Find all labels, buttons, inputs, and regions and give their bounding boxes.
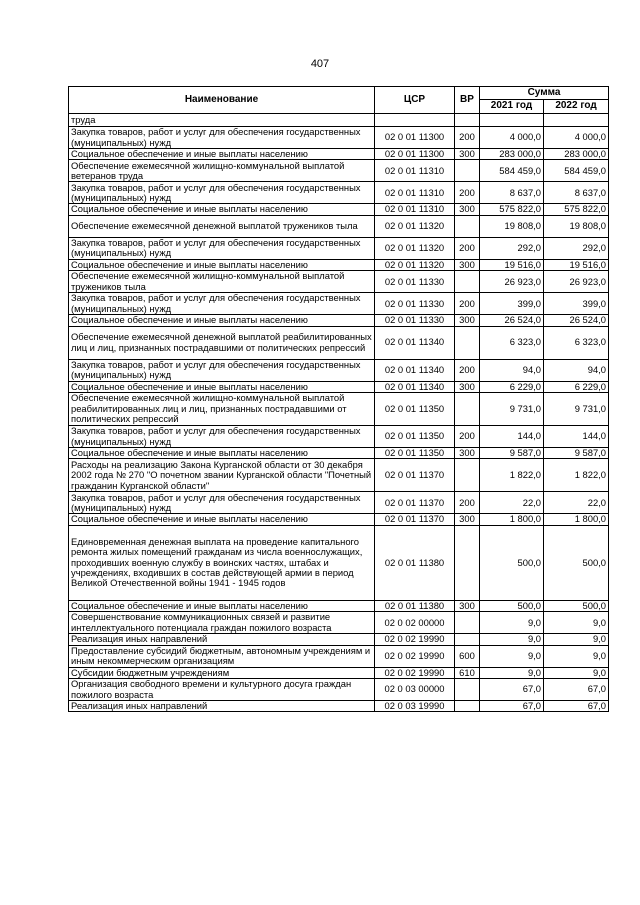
row-csr: 02 0 01 11340 xyxy=(375,326,455,359)
row-csr: 02 0 01 11300 xyxy=(375,127,455,149)
row-sum-2022: 19 808,0 xyxy=(544,215,609,237)
row-csr: 02 0 02 00000 xyxy=(375,612,455,634)
table-row xyxy=(69,600,609,611)
row-sum-2022: 67,0 xyxy=(544,679,609,701)
row-csr: 02 0 01 11340 xyxy=(375,381,455,392)
row-sum-2021: 8 637,0 xyxy=(480,182,544,204)
row-name: Обеспечение ежемесячной жилищно-коммунальной выплатой ветеранов труда xyxy=(69,160,375,182)
row-sum-2022 xyxy=(544,114,609,127)
row-name: Социальное обеспечение и иные выплаты населению xyxy=(69,600,375,611)
row-sum-2022: 4 000,0 xyxy=(544,127,609,149)
row-sum-2022: 500,0 xyxy=(544,525,609,600)
row-sum-2022: 8 637,0 xyxy=(544,182,609,204)
table-row xyxy=(69,426,609,448)
row-csr: 02 0 01 11310 xyxy=(375,182,455,204)
table-row xyxy=(69,381,609,392)
row-vr xyxy=(455,271,480,293)
row-sum-2021: 9,0 xyxy=(480,667,544,678)
row-name: Закупка товаров, работ и услуг для обеспечения государственных (муниципальных) нужд xyxy=(69,492,375,514)
row-csr: 02 0 01 11370 xyxy=(375,514,455,525)
table-row xyxy=(69,215,609,237)
row-sum-2022: 9,0 xyxy=(544,645,609,667)
row-name: Социальное обеспечение и иные выплаты населению xyxy=(69,514,375,525)
row-sum-2022: 399,0 xyxy=(544,293,609,315)
row-name: Обеспечение ежемесячной жилищно-коммунальной выплатой реабилитированных лиц и лиц, признанных пострадавшими от политических репрессий xyxy=(69,393,375,426)
header-sum: Сумма xyxy=(480,87,609,100)
row-vr: 300 xyxy=(455,448,480,459)
row-vr: 600 xyxy=(455,645,480,667)
row-vr xyxy=(455,634,480,645)
table-row xyxy=(69,525,609,600)
row-name: Социальное обеспечение и иные выплаты населению xyxy=(69,259,375,270)
row-name: Расходы на реализацию Закона Курганской области от 30 декабря 2002 года № 270 "О почетном звании Курганской области "Почетный гражданин Курганской области" xyxy=(69,459,375,492)
row-vr xyxy=(455,160,480,182)
row-name: Социальное обеспечение и иные выплаты населению xyxy=(69,149,375,160)
row-sum-2021: 4 000,0 xyxy=(480,127,544,149)
row-csr: 02 0 01 11340 xyxy=(375,359,455,381)
row-sum-2021: 584 459,0 xyxy=(480,160,544,182)
table-header xyxy=(69,87,609,114)
row-vr: 300 xyxy=(455,381,480,392)
row-sum-2021: 575 822,0 xyxy=(480,204,544,215)
row-sum-2022: 26 524,0 xyxy=(544,315,609,326)
row-csr: 02 0 02 19990 xyxy=(375,634,455,645)
row-vr xyxy=(455,459,480,492)
row-sum-2021: 1 800,0 xyxy=(480,514,544,525)
row-sum-2021: 22,0 xyxy=(480,492,544,514)
row-sum-2022: 6 229,0 xyxy=(544,381,609,392)
table-row xyxy=(69,701,609,712)
row-vr: 300 xyxy=(455,514,480,525)
header-year-2022: 2022 год xyxy=(544,100,609,114)
row-sum-2022: 9,0 xyxy=(544,634,609,645)
table-row xyxy=(69,149,609,160)
row-name: Закупка товаров, работ и услуг для обеспечения государственных (муниципальных) нужд xyxy=(69,237,375,259)
row-csr: 02 0 01 11330 xyxy=(375,293,455,315)
row-vr: 200 xyxy=(455,182,480,204)
row-vr: 200 xyxy=(455,359,480,381)
row-name: Закупка товаров, работ и услуг для обеспечения государственных (муниципальных) нужд xyxy=(69,426,375,448)
row-name: Закупка товаров, работ и услуг для обеспечения государственных (муниципальных) нужд xyxy=(69,293,375,315)
budget-table xyxy=(68,86,609,712)
row-sum-2022: 283 000,0 xyxy=(544,149,609,160)
row-sum-2022: 67,0 xyxy=(544,701,609,712)
row-sum-2022: 1 822,0 xyxy=(544,459,609,492)
row-vr xyxy=(455,525,480,600)
row-csr: 02 0 01 11370 xyxy=(375,492,455,514)
row-sum-2021: 94,0 xyxy=(480,359,544,381)
row-sum-2022: 144,0 xyxy=(544,426,609,448)
row-name: Закупка товаров, работ и услуг для обеспечения государственных (муниципальных) нужд xyxy=(69,127,375,149)
row-csr: 02 0 03 19990 xyxy=(375,701,455,712)
row-sum-2021: 6 323,0 xyxy=(480,326,544,359)
row-sum-2021: 9,0 xyxy=(480,634,544,645)
row-csr: 02 0 01 11330 xyxy=(375,271,455,293)
header-name: Наименование xyxy=(69,87,375,114)
row-csr: 02 0 01 11380 xyxy=(375,600,455,611)
row-sum-2022: 26 923,0 xyxy=(544,271,609,293)
row-csr: 02 0 01 11350 xyxy=(375,393,455,426)
row-sum-2021: 26 524,0 xyxy=(480,315,544,326)
row-name: Реализация иных направлений xyxy=(69,634,375,645)
row-sum-2022: 292,0 xyxy=(544,237,609,259)
row-name: Закупка товаров, работ и услуг для обеспечения государственных (муниципальных) нужд xyxy=(69,359,375,381)
table-row xyxy=(69,514,609,525)
row-csr xyxy=(375,114,455,127)
row-csr: 02 0 01 11350 xyxy=(375,426,455,448)
table-row xyxy=(69,204,609,215)
row-name: Обеспечение ежемесячной жилищно-коммунальной выплатой тружеников тыла xyxy=(69,271,375,293)
row-sum-2022: 19 516,0 xyxy=(544,259,609,270)
header-csr: ЦСР xyxy=(375,87,455,114)
row-name: Социальное обеспечение и иные выплаты населению xyxy=(69,448,375,459)
table-row xyxy=(69,359,609,381)
row-sum-2022: 6 323,0 xyxy=(544,326,609,359)
table-row xyxy=(69,492,609,514)
row-name: Социальное обеспечение и иные выплаты населению xyxy=(69,204,375,215)
table-row xyxy=(69,612,609,634)
row-name: труда xyxy=(69,114,375,127)
row-name: Обеспечение ежемесячной денежной выплатой реабилитированных лиц и лиц, признанных пострадавшими от политических репрессий xyxy=(69,326,375,359)
table-row xyxy=(69,667,609,678)
row-vr: 200 xyxy=(455,492,480,514)
table-row xyxy=(69,293,609,315)
row-name: Социальное обеспечение и иные выплаты населению xyxy=(69,381,375,392)
row-name: Обеспечение ежемесячной денежной выплатой тружеников тыла xyxy=(69,215,375,237)
table-row xyxy=(69,393,609,426)
row-csr: 02 0 01 11380 xyxy=(375,525,455,600)
row-name: Социальное обеспечение и иные выплаты населению xyxy=(69,315,375,326)
row-vr: 200 xyxy=(455,127,480,149)
table-row xyxy=(69,315,609,326)
table-row xyxy=(69,182,609,204)
header-year-2021: 2021 год xyxy=(480,100,544,114)
row-vr xyxy=(455,612,480,634)
table-row xyxy=(69,259,609,270)
row-csr: 02 0 01 11300 xyxy=(375,149,455,160)
row-sum-2022: 584 459,0 xyxy=(544,160,609,182)
row-csr: 02 0 01 11310 xyxy=(375,160,455,182)
row-sum-2021: 283 000,0 xyxy=(480,149,544,160)
row-sum-2021: 9,0 xyxy=(480,645,544,667)
row-vr: 200 xyxy=(455,237,480,259)
table-row xyxy=(69,127,609,149)
table-row xyxy=(69,634,609,645)
row-sum-2021: 67,0 xyxy=(480,701,544,712)
table-row xyxy=(69,114,609,127)
row-csr: 02 0 01 11320 xyxy=(375,215,455,237)
row-sum-2021: 500,0 xyxy=(480,525,544,600)
row-csr: 02 0 03 00000 xyxy=(375,679,455,701)
table-row xyxy=(69,326,609,359)
row-name: Предоставление субсидий бюджетным, автономным учреждениям и иным некоммерческим организациям xyxy=(69,645,375,667)
row-sum-2022: 9,0 xyxy=(544,667,609,678)
row-sum-2021: 9 587,0 xyxy=(480,448,544,459)
row-vr xyxy=(455,215,480,237)
table-row xyxy=(69,459,609,492)
row-csr: 02 0 02 19990 xyxy=(375,667,455,678)
row-sum-2021: 9 731,0 xyxy=(480,393,544,426)
header-vr: ВР xyxy=(455,87,480,114)
table-body xyxy=(69,114,609,712)
row-vr: 300 xyxy=(455,204,480,215)
row-sum-2021: 1 822,0 xyxy=(480,459,544,492)
row-vr: 300 xyxy=(455,600,480,611)
row-name: Субсидии бюджетным учреждениям xyxy=(69,667,375,678)
row-sum-2021: 144,0 xyxy=(480,426,544,448)
row-vr xyxy=(455,393,480,426)
row-name: Совершенствование коммуникационных связей и развитие интеллектуального потенциала граждан пожилого возраста xyxy=(69,612,375,634)
row-sum-2021: 19 516,0 xyxy=(480,259,544,270)
row-sum-2021: 6 229,0 xyxy=(480,381,544,392)
table-row xyxy=(69,448,609,459)
row-csr: 02 0 01 11320 xyxy=(375,259,455,270)
row-sum-2022: 94,0 xyxy=(544,359,609,381)
row-sum-2022: 575 822,0 xyxy=(544,204,609,215)
row-csr: 02 0 01 11370 xyxy=(375,459,455,492)
row-vr: 300 xyxy=(455,315,480,326)
row-vr xyxy=(455,326,480,359)
row-vr xyxy=(455,114,480,127)
row-sum-2022: 9,0 xyxy=(544,612,609,634)
row-name: Единовременная денежная выплата на проведение капитального ремонта жилых помещений гражданам из числа военнослужащих, проходивших военную службу в воинских частях, штабах и учреждениях, входивших в состав действующей армии в период Великой Отечественной войны 1941 - 1945 годов xyxy=(69,525,375,600)
row-name: Закупка товаров, работ и услуг для обеспечения государственных (муниципальных) нужд xyxy=(69,182,375,204)
row-vr: 610 xyxy=(455,667,480,678)
table-row xyxy=(69,679,609,701)
table-row xyxy=(69,237,609,259)
page-number: 407 xyxy=(310,58,330,70)
row-vr: 200 xyxy=(455,293,480,315)
row-csr: 02 0 01 11350 xyxy=(375,448,455,459)
row-sum-2021: 19 808,0 xyxy=(480,215,544,237)
row-sum-2022: 22,0 xyxy=(544,492,609,514)
table-row xyxy=(69,160,609,182)
row-vr: 300 xyxy=(455,259,480,270)
row-sum-2021: 292,0 xyxy=(480,237,544,259)
row-name: Организация свободного времени и культурного досуга граждан пожилого возраста xyxy=(69,679,375,701)
row-csr: 02 0 02 19990 xyxy=(375,645,455,667)
row-sum-2022: 1 800,0 xyxy=(544,514,609,525)
row-vr xyxy=(455,701,480,712)
row-vr: 300 xyxy=(455,149,480,160)
row-sum-2021: 500,0 xyxy=(480,600,544,611)
table-row xyxy=(69,645,609,667)
row-csr: 02 0 01 11330 xyxy=(375,315,455,326)
row-sum-2021: 67,0 xyxy=(480,679,544,701)
row-vr: 200 xyxy=(455,426,480,448)
table-row xyxy=(69,271,609,293)
row-name: Реализация иных направлений xyxy=(69,701,375,712)
row-sum-2021 xyxy=(480,114,544,127)
row-sum-2022: 9 731,0 xyxy=(544,393,609,426)
row-sum-2021: 9,0 xyxy=(480,612,544,634)
row-vr xyxy=(455,679,480,701)
row-sum-2021: 26 923,0 xyxy=(480,271,544,293)
row-sum-2021: 399,0 xyxy=(480,293,544,315)
row-sum-2022: 9 587,0 xyxy=(544,448,609,459)
row-csr: 02 0 01 11310 xyxy=(375,204,455,215)
row-csr: 02 0 01 11320 xyxy=(375,237,455,259)
row-sum-2022: 500,0 xyxy=(544,600,609,611)
